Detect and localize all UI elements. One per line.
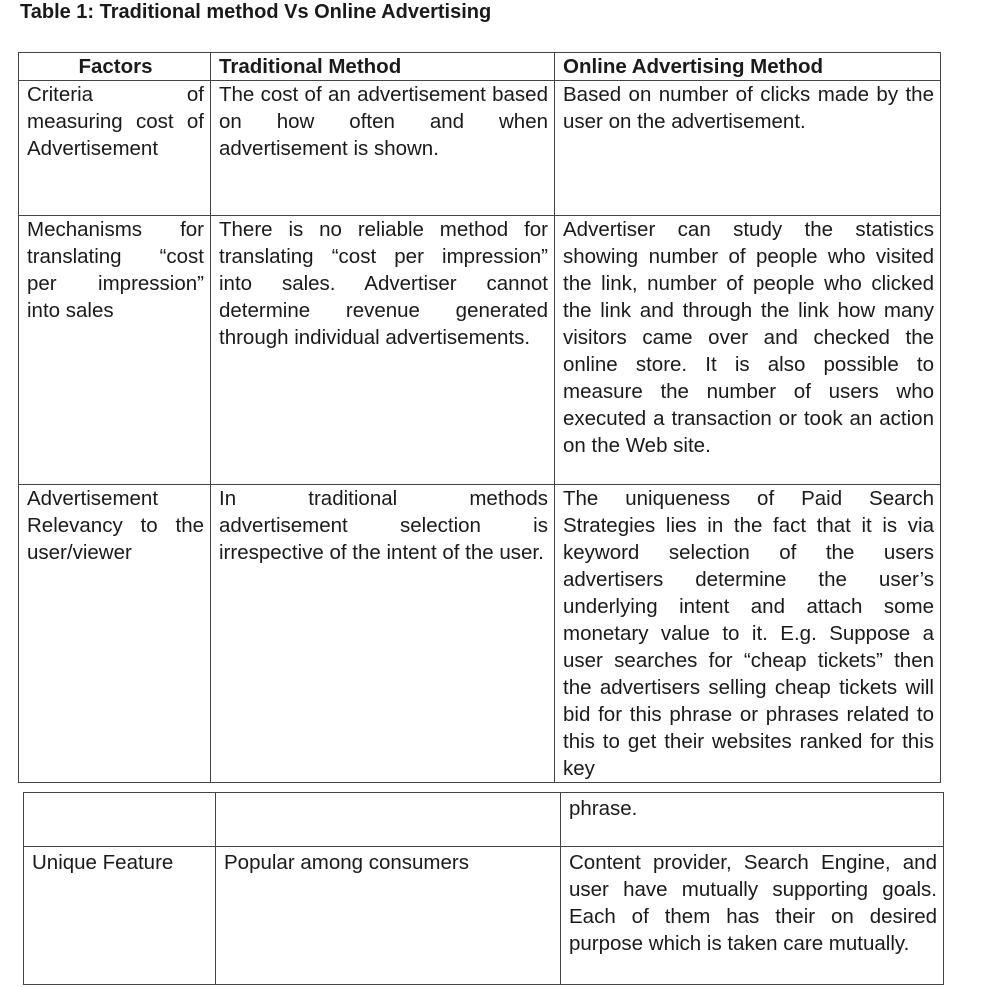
factor-cell: Unique Feature bbox=[24, 847, 216, 985]
traditional-cell: In traditional methods advertisement selection is irrespective of the intent of the user. bbox=[211, 485, 555, 783]
table-row bbox=[19, 216, 941, 485]
column-header-factors: Factors bbox=[19, 53, 211, 81]
factor-cell: Criteria of measuring cost of Advertisement bbox=[19, 81, 211, 216]
table-caption: Table 1: Traditional method Vs Online Advertising bbox=[20, 1, 492, 23]
traditional-cell: Popular among consumers bbox=[216, 847, 561, 985]
traditional-cell: There is no reliable method for translating “cost per impression” into sales. Advertiser cannot determine revenue generated through individual advertisements. bbox=[211, 216, 555, 485]
column-header-online: Online Advertising Method bbox=[555, 53, 941, 81]
table-row bbox=[19, 485, 941, 783]
online-cell: phrase. bbox=[561, 793, 944, 847]
column-header-traditional: Traditional Method bbox=[211, 53, 555, 81]
comparison-table-continuation bbox=[23, 792, 944, 985]
traditional-cell bbox=[216, 793, 561, 847]
online-cell: Advertiser can study the statistics showing number of people who visited the link, number of people who clicked the link and through the link how many visitors came over and checked the online store. It is also possible to measure the number of users who executed a transaction or took an action on the Web site. bbox=[555, 216, 941, 485]
table-row bbox=[19, 81, 941, 216]
table-header-row bbox=[19, 53, 941, 81]
traditional-cell: The cost of an advertisement based on how often and when advertisement is shown. bbox=[211, 81, 555, 216]
online-cell: The uniqueness of Paid Search Strategies lies in the fact that it is via keyword selection of the users advertisers determine the user’s underlying intent and attach some monetary value to it. E.g. Suppose a user searches for “cheap tickets” then the advertisers selling cheap tickets will bid for this phrase or phrases related to this to get their websites ranked for this key bbox=[555, 485, 941, 783]
factor-cell bbox=[24, 793, 216, 847]
factor-cell: Mechanisms for translating “cost per impression” into sales bbox=[19, 216, 211, 485]
table-row bbox=[24, 793, 944, 847]
comparison-table bbox=[18, 52, 941, 783]
online-cell: Content provider, Search Engine, and user have mutually supporting goals. Each of them has their on desired purpose which is taken care mutually. bbox=[561, 847, 944, 985]
factor-cell: Advertisement Relevancy to the user/viewer bbox=[19, 485, 211, 783]
table-row bbox=[24, 847, 944, 985]
online-cell: Based on number of clicks made by the user on the advertisement. bbox=[555, 81, 941, 216]
